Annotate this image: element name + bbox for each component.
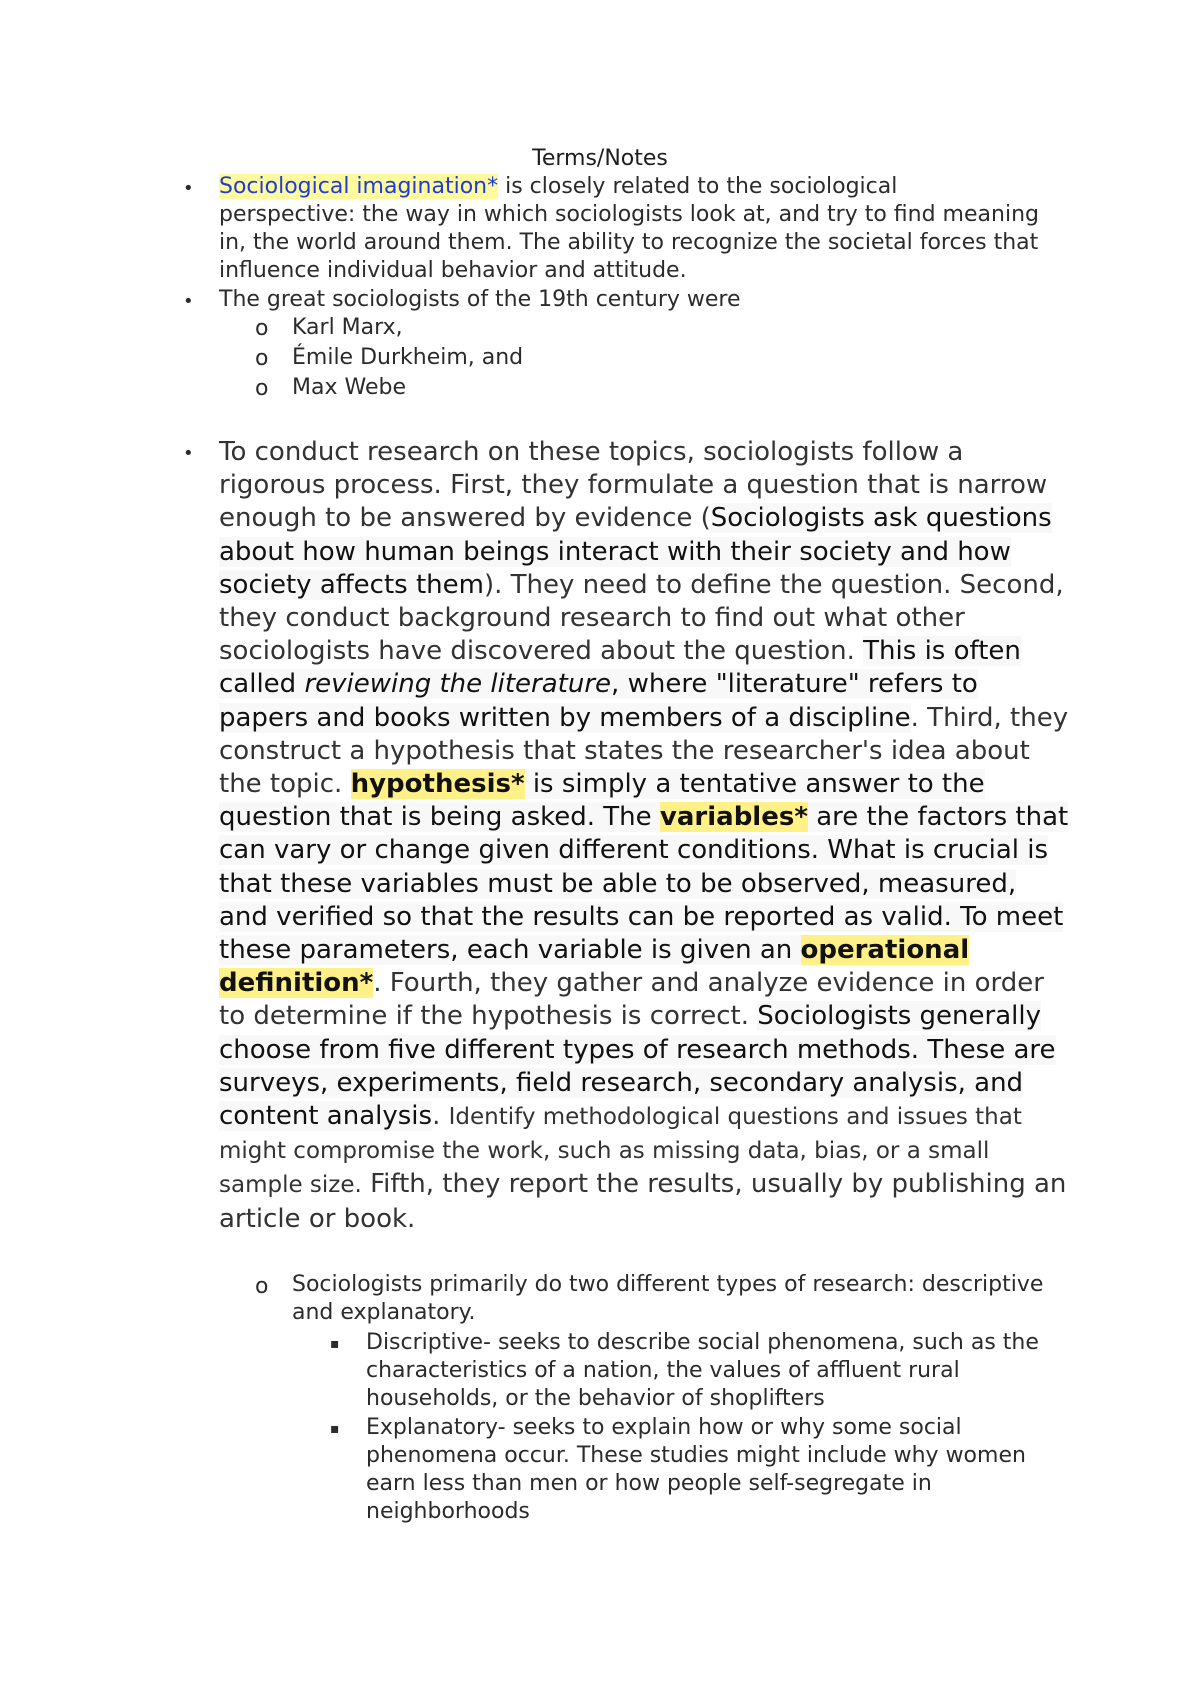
highlight-term-operational-definition: operational definition* — [219, 935, 970, 999]
bullet-dot: • — [183, 291, 194, 312]
paragraph-text-emphasis: This is often called — [219, 636, 1021, 700]
paragraph-text-small: Identify methodological questions and issues that might compromise the work, such as missing data, bias, or a small sample size. — [219, 1104, 1022, 1199]
paragraph-text-emphasis: , where "literature" refers to papers and books written by members of a discipline — [219, 669, 978, 733]
list-item-descriptive: Discriptive- seeks to describe social phenomena, such as the characteristics of a nation, the values of affluent rural households, or the behavior of shoplifters — [366, 1330, 1039, 1411]
definition-text: is closely related to the sociological perspective: the way in which sociologists look at, and try to find meaning in, the world around them. The ability to recognize the societal forces that influence individual behavior and attitude. — [219, 174, 1039, 283]
paragraph-text-emphasis: are the factors that can vary or change given different conditions. What is crucial is that these variables must be able to be observed, measured, and verified so that the results can be reported as valid. To meet these parameters, each variable is given an — [219, 802, 1069, 966]
paragraph-text: . — [432, 1101, 449, 1132]
paragraph-text: ). They need to define the question. Second, they conduct background research to find out what other sociologists have discovered about the question. — [219, 569, 1064, 667]
italic-term-reviewing-literature: reviewing the literature — [304, 669, 612, 700]
highlight-term-hypothesis: hypothesis* — [350, 769, 525, 800]
paragraph-text: To conduct research on these topics, sociologists follow a rigorous process. First, they formulate a question that is narrow enough to be answered by evidence ( — [219, 437, 1048, 534]
sub-bullet-circle: o — [255, 346, 269, 371]
bullet-dot: • — [183, 443, 194, 464]
paragraph-text: . Fourth, they gather and analyze evidence in order to determine if the hypothesis is correct. — [219, 968, 1044, 1032]
sub-bullet-circle: o — [255, 1274, 269, 1299]
list-item: Karl Marx, — [292, 315, 403, 340]
bullet-dot: • — [183, 178, 194, 199]
list-item-research-types: Sociologists primarily do two different types of research: descriptive and explanatory. — [292, 1272, 1044, 1325]
paragraph-text-emphasis: is simply a tentative answer to the question that is being asked. The — [219, 769, 985, 833]
list-item: Max Webe — [292, 375, 406, 400]
bullet-item-great-sociologists: The great sociologists of the 19th century were — [219, 287, 741, 312]
term-sociological-imagination: Sociological imagination* — [219, 174, 499, 199]
square-bullet: ▪ — [330, 1336, 340, 1352]
highlight-term-variables: variables* — [659, 802, 808, 833]
list-item-explanatory: Explanatory- seeks to explain how or why some social phenomena occur. These studies might include why women earn less than men or how people self-segregate in neighborhoods — [366, 1415, 1026, 1524]
paragraph-text-emphasis: Sociologists ask questions about how human beings interact with their society and how society affects them — [219, 503, 1052, 600]
sub-bullet-circle: o — [255, 376, 269, 401]
list-item: Émile Durkheim, and — [292, 345, 524, 370]
paragraph-text-emphasis: Sociologists generally choose from five different types of research methods. These are surveys, experiments, field research, secondary analysis, and content analysis — [219, 1001, 1056, 1132]
bullet-item-research-process — [219, 436, 1069, 1236]
square-bullet: ▪ — [330, 1421, 340, 1437]
paragraph-text: . Third, they construct a hypothesis that states the researcher's idea about the topic. — [219, 702, 1069, 800]
sub-bullet-circle: o — [255, 316, 269, 341]
page-title: Terms/Notes — [532, 146, 668, 171]
paragraph-text: Fifth, they report the results, usually by publishing an article or book. — [219, 1169, 1067, 1234]
bullet-item-sociological-imagination — [219, 173, 1039, 285]
